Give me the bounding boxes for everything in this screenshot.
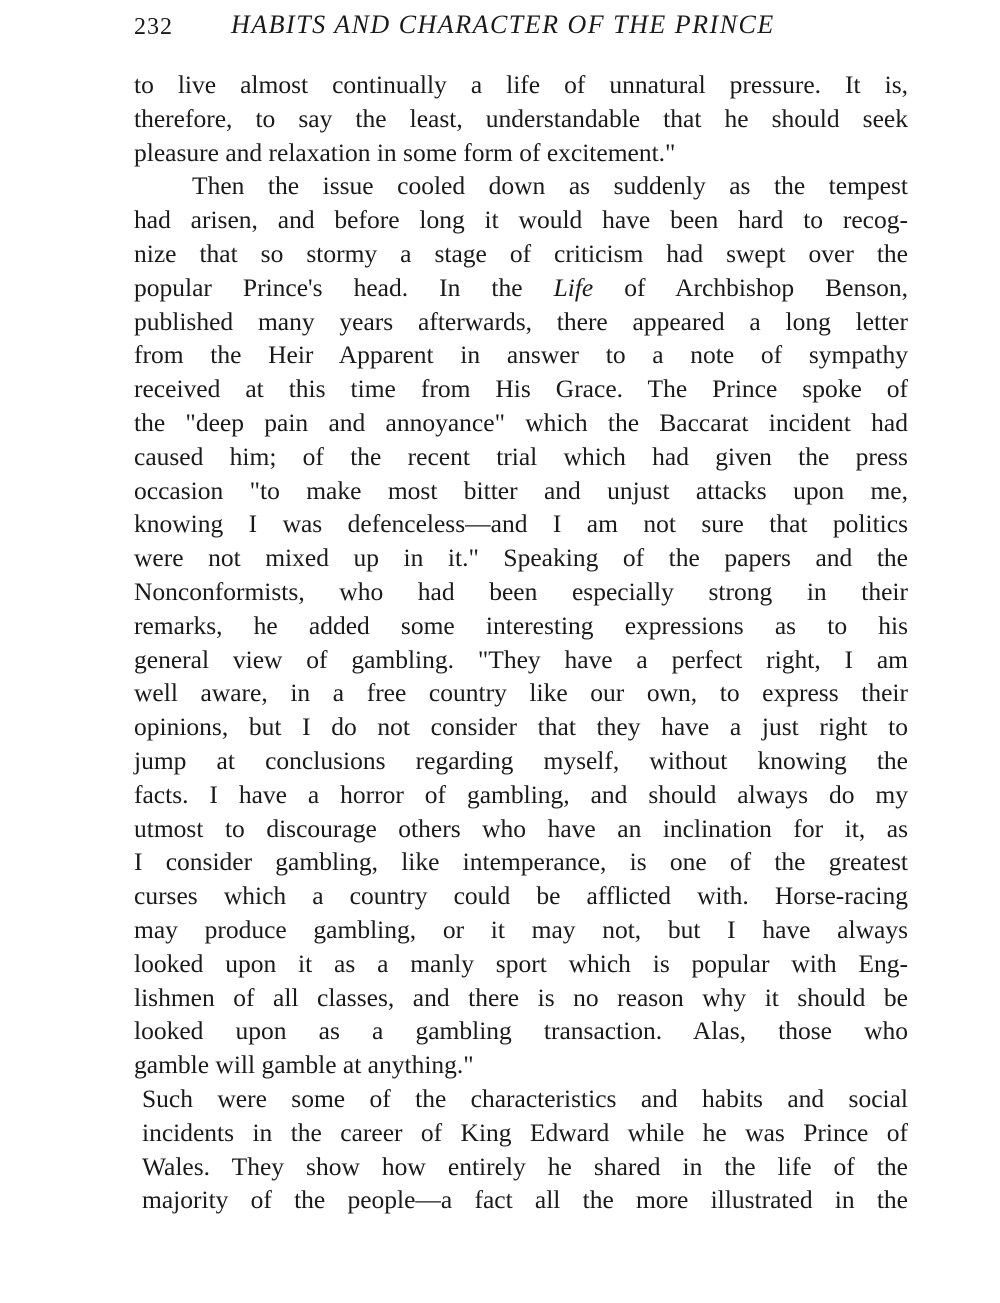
text-line: well aware, in a free country like our own, to express their [134,678,908,708]
text-line: may produce gambling, or it may not, but I have always [134,914,908,944]
text-line: pleasure and relaxation in some form of excitement." [134,137,676,167]
text-line: received at this time from His Grace. The Prince spoke of [134,374,908,404]
italic-title: Life [553,272,594,302]
paragraph [134,1082,908,1217]
text-line: majority of the people—a fact all the more illustrated in the [142,1185,908,1215]
text-line: jump at conclusions regarding myself, without knowing the [134,745,908,775]
text-line: lishmen of all classes, and there is no reason why it should be [134,982,908,1012]
text-line: from the Heir Apparent in answer to a note of sympathy [134,340,908,370]
text-line: therefore, to say the least, understandable that he should seek [134,103,908,133]
text-line: were not mixed up in it." Speaking of the papers and the [134,543,908,573]
page-number: 232 [134,14,173,40]
text-line: facts. I have a horror of gambling, and should always do my [134,779,908,809]
text-line: looked upon it as a manly sport which is popular with Eng- [134,948,908,978]
text-line: remarks, he added some interesting expressions as to his [134,610,908,640]
paragraph [134,68,908,169]
running-title: HABITS AND CHARACTER OF THE PRINCE [231,10,775,39]
text-line: incidents in the career of King Edward while he was Prince of [142,1117,908,1147]
text-line: nize that so stormy a stage of criticism had swept over the [134,238,908,268]
text-line: Wales. They show how entirely he shared in the life of the [142,1151,908,1181]
text-line: looked upon as a gambling transaction. Alas, those who [134,1016,908,1046]
text-line: caused him; of the recent trial which had given the press [134,441,908,471]
text-line: published many years afterwards, there appeared a long letter [134,306,908,336]
body-text [134,68,908,1217]
text-line: Such were some of the characteristics and habits and social [142,1083,908,1113]
text-line: gamble will gamble at anything." [134,1050,474,1080]
text-line: utmost to discourage others who have an inclination for it, as [134,813,908,843]
text-line: I consider gambling, like intemperance, is one of the greatest [134,847,908,877]
text-line: Nonconformists, who had been especially strong in their [134,576,908,606]
text-segment: of Archbishop Benson, [593,272,908,302]
text-line [134,271,908,305]
running-head [134,10,914,46]
text-line: curses which a country could be afflicted with. Horse-racing [134,881,908,911]
text-line: knowing I was defenceless—and I am not sure that politics [134,509,908,539]
text-line: general view of gambling. "They have a perfect right, I am [134,644,908,674]
paragraph [134,169,908,1082]
text-line: Then the issue cooled down as suddenly as the tempest [192,171,908,201]
text-line: occasion "to make most bitter and unjust attacks upon me, [134,475,908,505]
text-line: opinions, but I do not consider that they have a just right to [134,712,908,742]
text-segment: popular Prince's head. In the [134,272,554,302]
text-line: the "deep pain and annoyance" which the Baccarat incident had [134,407,908,437]
text-line: had arisen, and before long it would have been hard to recog- [134,205,908,235]
text-line: to live almost continually a life of unnatural pressure. It is, [134,70,908,99]
